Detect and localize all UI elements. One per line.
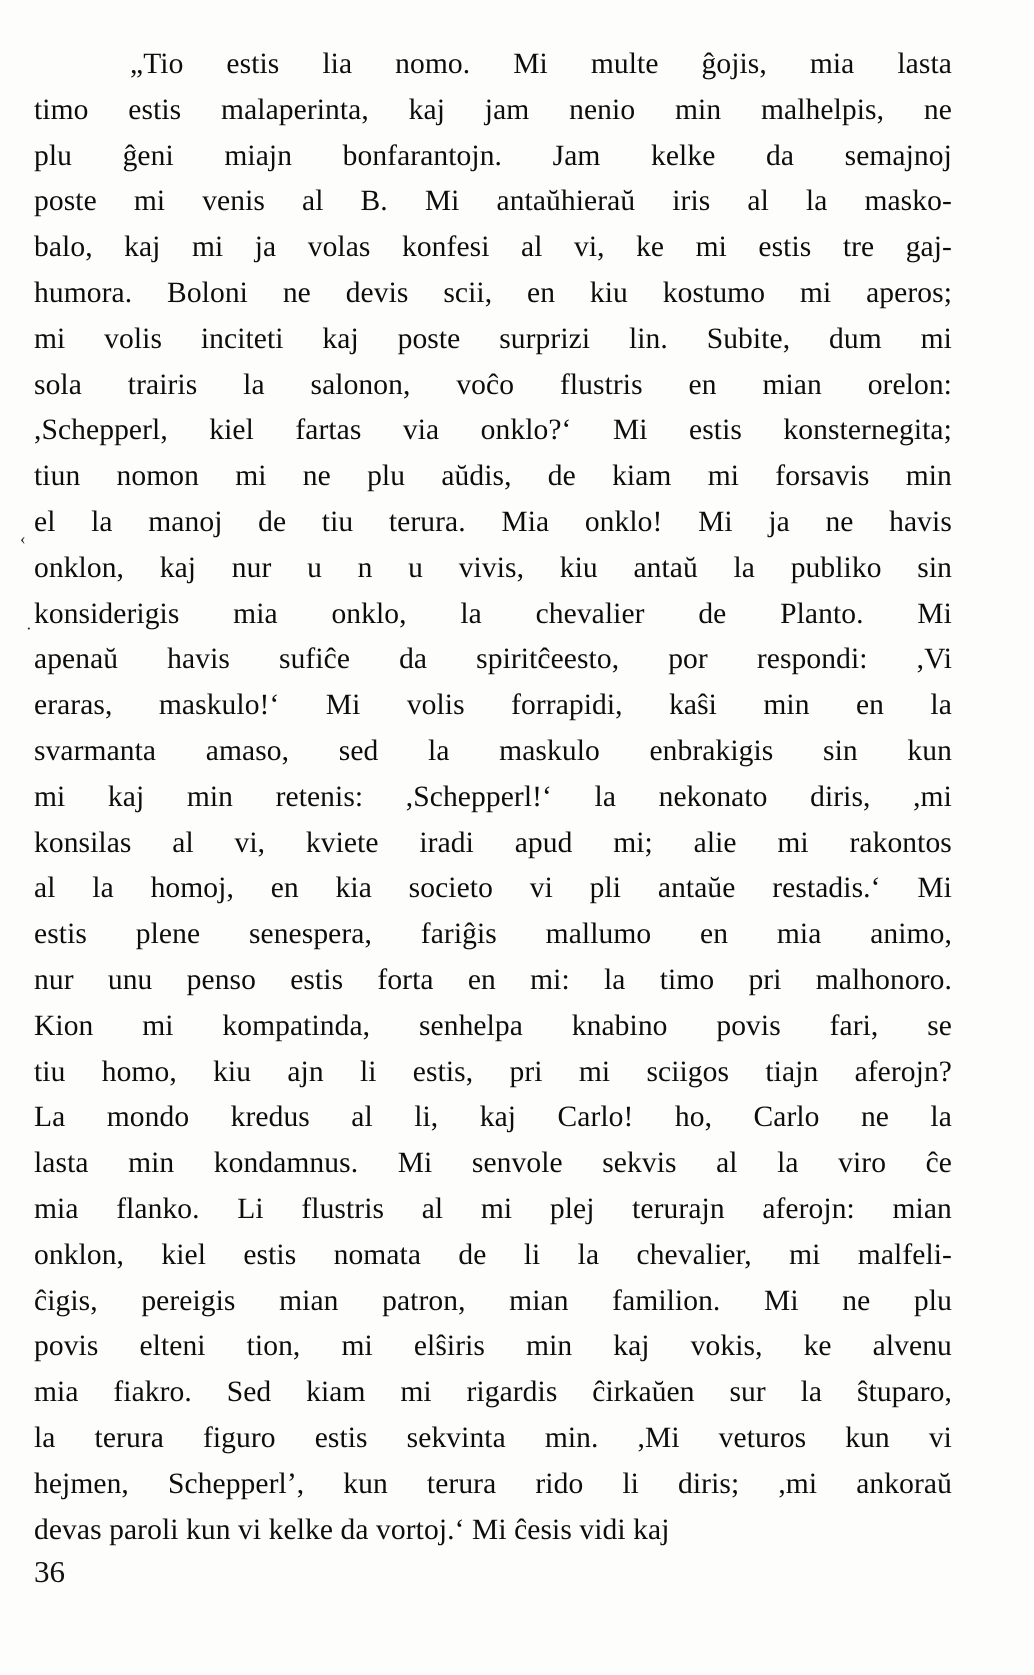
text-line: sola trairis la salonon, voĉo flustris en mian orelon: <box>34 368 952 401</box>
text-line: La mondo kredus al li, kaj Carlo! ho, Carlo ne la <box>34 1101 952 1134</box>
text-line: nur unu penso estis forta en mi: la timo pri malhonoro. <box>34 963 952 996</box>
text-line: Kion mi kompatinda, senhelpa knabino povis fari, se <box>34 1009 952 1042</box>
text-line: svarmanta amaso, sed la maskulo enbrakigis sin kun <box>34 734 952 767</box>
body-text <box>34 42 952 1553</box>
text-line: onklon, kiel estis nomata de li la chevalier, mi malfeli- <box>34 1238 952 1271</box>
text-line: ,Schepperl, kiel fartas via onklo?‘ Mi estis konsternegita; <box>34 414 952 447</box>
text-line: devas paroli kun vi kelke da vortoj.‘ Mi ĉesis vidi kaj <box>34 1513 670 1546</box>
text-line: „Tio estis lia nomo. Mi multe ĝojis, mia lasta <box>130 48 952 80</box>
text-line: mi kaj min retenis: ,Schepperl!‘ la nekonato diris, ,mi <box>34 780 952 813</box>
text-line: konsiderigis mia onklo, la chevalier de Planto. Mi <box>34 597 952 630</box>
text-line: tiun nomon mi ne plu aŭdis, de kiam mi forsavis min <box>34 460 952 493</box>
text-line: povis elteni tion, mi elŝiris min kaj vokis, ke alvenu <box>34 1330 952 1363</box>
page-number: 36 <box>34 1554 65 1589</box>
text-line: tiu homo, kiu ajn li estis, pri mi sciigos tiajn aferojn? <box>34 1055 952 1088</box>
margin-mark-upper: ‹ <box>20 529 26 548</box>
text-line: mia flanko. Li flustris al mi plej terurajn aferojn: mian <box>34 1192 952 1225</box>
text-line: apenaŭ havis sufiĉe da spiritĉeesto, por respondi: ,Vi <box>34 643 952 676</box>
text-line: poste mi venis al B. Mi antaŭhieraŭ iris al la masko- <box>34 185 952 218</box>
text-line: humora. Boloni ne devis scii, en kiu kostumo mi aperos; <box>34 276 952 309</box>
text-line: hejmen, Schepperl’, kun terura rido li diris; ,mi ankoraŭ <box>34 1467 952 1500</box>
text-line: onklon, kaj nur u n u vivis, kiu antaŭ la publiko sin <box>34 551 952 584</box>
text-line: mia fiakro. Sed kiam mi rigardis ĉirkaŭen sur la ŝtuparo, <box>34 1376 952 1409</box>
text-line: ĉigis, pereigis mian patron, mian familion. Mi ne plu <box>34 1284 952 1317</box>
text-line: timo estis malaperinta, kaj jam nenio min malhelpis, ne <box>34 93 952 126</box>
text-line: plu ĝeni miajn bonfarantojn. Jam kelke da semajnoj <box>34 139 952 172</box>
text-line: lasta min kondamnus. Mi senvole sekvis al la viro ĉe <box>34 1147 952 1180</box>
text-line: eraras, maskulo!‘ Mi volis forrapidi, kaŝi min en la <box>34 689 952 722</box>
text-line: konsilas al vi, kviete iradi apud mi; alie mi rakontos <box>34 826 952 859</box>
text-line: al la homoj, en kia societo vi pli antaŭe restadis.‘ Mi <box>34 872 952 905</box>
text-line: la terura figuro estis sekvinta min. ,Mi veturos kun vi <box>34 1421 952 1454</box>
text-line: el la manoj de tiu terura. Mia onklo! Mi ja ne havis <box>34 505 952 538</box>
text-line: estis plene senespera, fariĝis mallumo en mia animo, <box>34 918 952 951</box>
margin-mark-lower: · <box>26 619 32 638</box>
text-line: balo, kaj mi ja volas konfesi al vi, ke mi estis tre gaj- <box>34 231 952 264</box>
text-line: mi volis inciteti kaj poste surprizi lin. Subite, dum mi <box>34 322 952 355</box>
